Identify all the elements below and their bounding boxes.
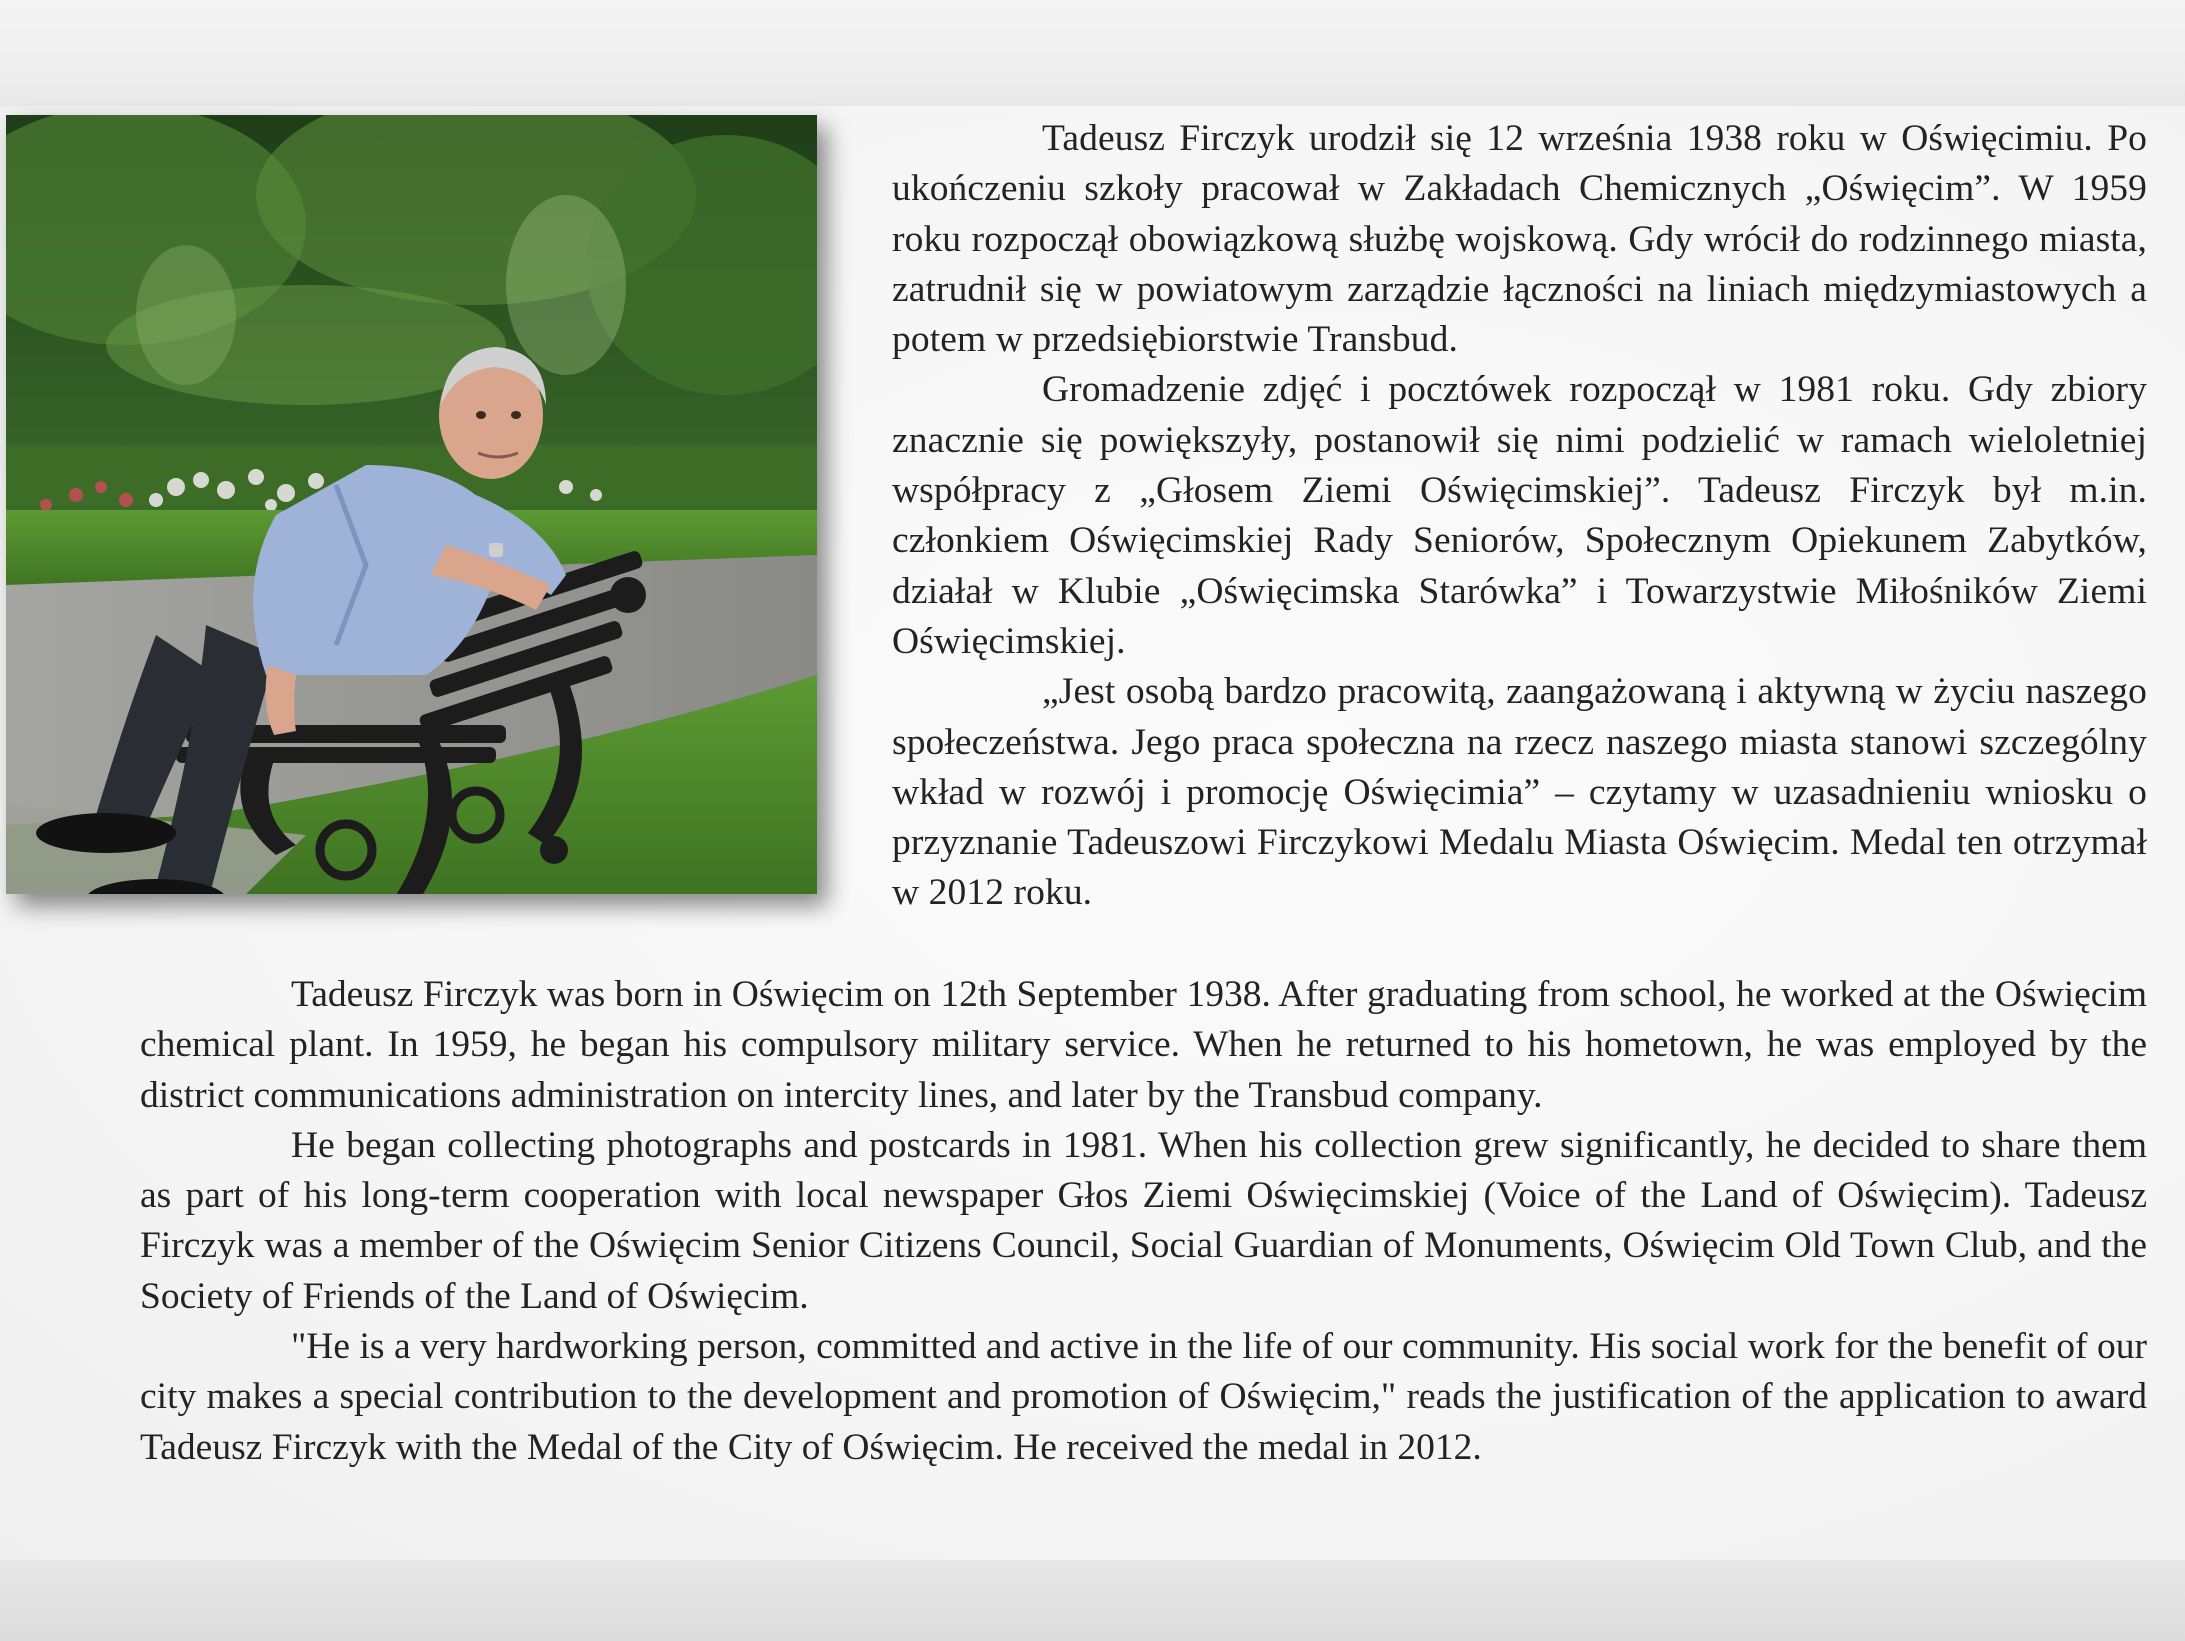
polish-paragraph: „Jest osobą bardzo pracowitą, zaangażowaną i aktywną w życiu naszego społeczeństwa. Jego praca społeczna na rzecz naszego miasta stanowi szczególny wkład w rozwój i promocję Oświęcimia” – czytamy w uzasadnieniu wniosku o przyznanie Tadeuszowi Firczykowi Medalu Miasta Oświęcim. Medal ten otrzymał w 2012 roku. <box>892 671 2147 914</box>
photo-illustration <box>6 115 817 894</box>
polish-paragraph: Tadeusz Firczyk urodził się 12 września 1938 roku w Oświęcimiu. Po ukończeniu szkoły pracował w Zakładach Chemicznych „Oświęcim”. W 1959 roku rozpoczął obowiązkową służbę wojskową. Gdy wrócił do rodzinnego miasta, zatrudnił się w powiatowym zarządzie łączności na liniach międzymiastowych a potem w przedsiębiorstwie Transbud. <box>892 118 2147 361</box>
portrait-photo <box>6 115 817 894</box>
scan-margin-top <box>0 0 2185 112</box>
scan-margin-bottom <box>0 1560 2185 1641</box>
english-paragraph: Tadeusz Firczyk was born in Oświęcim on 12th September 1938. After graduating from school, he worked at the Oświęcim chemical plant. In 1959, he began his compulsory military service. When he returned to his hometown, he was employed by the district communications administration on intercity lines, and later by the Transbud company. <box>140 974 2147 1116</box>
english-paragraph: "He is a very hardworking person, committed and active in the life of our community. His social work for the benefit of our city makes a special contribution to the development and promotion of Oświęcim," reads the justification of the application to award Tadeusz Firczyk with the Medal of the City of Oświęcim. He received the medal in 2012. <box>140 1326 2147 1468</box>
polish-paragraph: Gromadzenie zdjęć i pocztówek rozpoczął w 1981 roku. Gdy zbiory znacznie się powiększyły, postanowił się nimi podzielić w ramach wieloletniej współpracy z „Głosem Ziemi Oświęcimskiej”. Tadeusz Firczyk był m.in. członkiem Oświęcimskiej Rady Seniorów, Społecznym Opiekunem Zabytków, działał w Klubie „Oświęcimska Starówka” i Towarzystwie Miłośników Ziemi Oświęcimskiej. <box>892 369 2147 662</box>
english-paragraph: He began collecting photographs and postcards in 1981. When his collection grew significantly, he decided to share them as part of his long-term cooperation with local newspaper Głos Ziemi Oświęcimskiej (Voice of the Land of Oświęcim). Tadeusz Firczyk was a member of the Oświęcim Senior Citizens Council, Social Guardian of Monuments, Oświęcim Old Town Club, and the Society of Friends of the Land of Oświęcim. <box>140 1124 2147 1317</box>
english-biography <box>140 970 2147 1473</box>
polish-biography <box>892 114 2147 919</box>
